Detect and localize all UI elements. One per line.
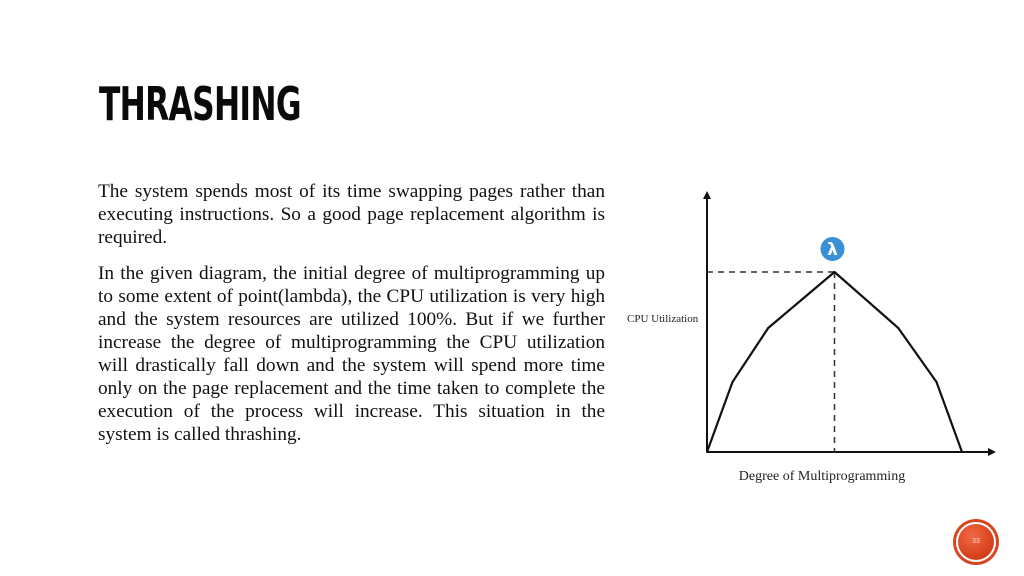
slide-title: THRASHING — [99, 77, 301, 131]
data-point-0-4 — [897, 327, 899, 329]
data-point-0-2 — [767, 327, 769, 329]
data-point-0-3 — [834, 271, 836, 273]
data-point-0-0 — [706, 451, 708, 453]
y-axis-label: CPU Utilization — [627, 313, 699, 325]
data-point-0-6 — [961, 451, 963, 453]
x-axis-label: Degree of Multiprogramming — [738, 469, 906, 484]
thrashing-chart — [620, 185, 1000, 495]
data-point-0-1 — [732, 381, 734, 383]
paragraph-explanation: In the given diagram, the initial degree of multiprogramming up to some extent of point(lambda), the CPU utilization is very high and the system resources are utilized 100%. But if we further increase the degree of multiprogramming the CPU utilization will drastically fall down and the system will spend more time only on the page replacement and the time taken to complete the execution of the process will increase. This situation in the system is called thrashing. — [98, 263, 605, 445]
paragraph-intro: The system spends most of its time swapping pages rather than executing instructions. So a good page replacement algorithm is required. — [98, 181, 605, 248]
y-axis-arrow — [703, 191, 711, 199]
x-axis-arrow — [988, 448, 996, 456]
lambda-label: λ — [827, 240, 838, 260]
page-number-badge — [956, 522, 996, 562]
data-point-0-5 — [936, 381, 938, 383]
body-text — [98, 180, 605, 446]
page-number: 33 — [972, 538, 980, 545]
